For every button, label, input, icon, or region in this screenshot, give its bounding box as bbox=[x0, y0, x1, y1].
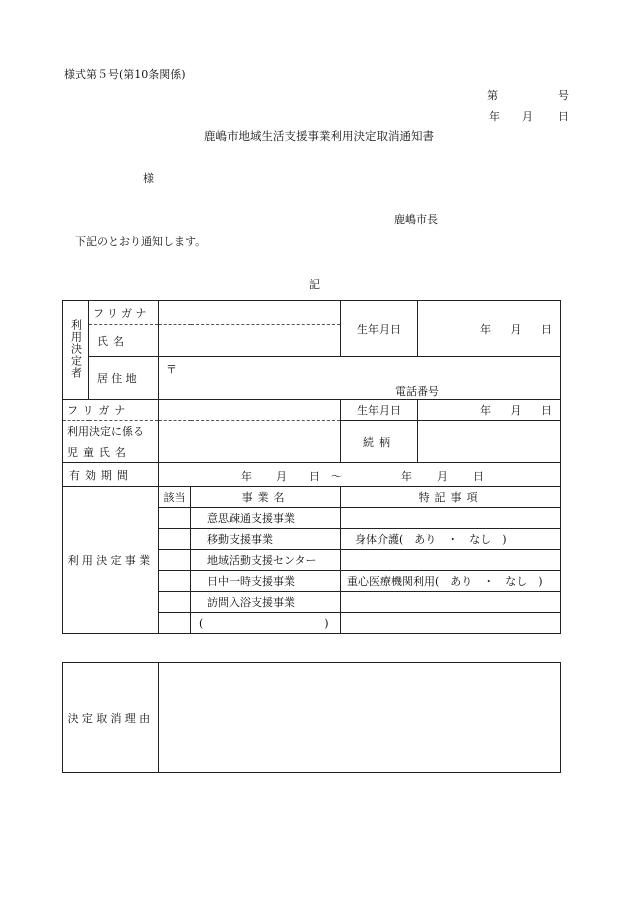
child-label-line2: 児童氏名 bbox=[63, 442, 159, 463]
service-check-3[interactable] bbox=[159, 550, 191, 571]
child-dob-label: 生年月日 bbox=[341, 400, 418, 421]
relation-value[interactable] bbox=[418, 421, 561, 463]
document-title: 鹿嶋市地域生活支援事業利用決定取消通知書 bbox=[204, 129, 434, 143]
child-name-value[interactable] bbox=[159, 421, 341, 463]
service-name-3: 地域活動支援センター bbox=[191, 550, 341, 571]
service-note-2[interactable]: 身体介護( あり ・ なし ) bbox=[341, 529, 561, 550]
child-dob-year-label: 年 bbox=[480, 404, 491, 417]
service-check-1[interactable] bbox=[159, 508, 191, 529]
user-name-value[interactable] bbox=[159, 325, 341, 357]
doc-number-suffix: 号 bbox=[558, 89, 569, 102]
col-notes-header: 特記事項 bbox=[341, 487, 561, 508]
issue-day-label: 日 bbox=[558, 110, 569, 123]
col-service-header: 事業名 bbox=[191, 487, 341, 508]
form-number: 様式第５号(第10条関係) bbox=[64, 68, 186, 81]
child-label-line1: 利用決定に係る bbox=[63, 421, 159, 442]
reason-table bbox=[62, 662, 561, 773]
main-form-table bbox=[62, 300, 561, 634]
user-group-label: 利用決定者 bbox=[63, 301, 89, 400]
service-name-5: 訪問入浴支援事業 bbox=[191, 592, 341, 613]
child-furigana-label: フリガナ bbox=[63, 400, 159, 421]
issuer-name: 鹿嶋市長 bbox=[394, 213, 438, 226]
name-label: 氏名 bbox=[89, 325, 159, 357]
period-label: 有効期間 bbox=[63, 463, 159, 487]
child-dob-month-label: 月 bbox=[510, 404, 522, 417]
service-note-1[interactable] bbox=[341, 508, 561, 529]
service-name-6[interactable]: ( ) bbox=[191, 613, 341, 634]
period-tilde: ～ bbox=[331, 469, 342, 483]
dob-year-label: 年 bbox=[480, 322, 491, 336]
period-start-year: 年 bbox=[241, 469, 252, 483]
dob-day-label: 日 bbox=[541, 322, 552, 336]
period-start-day: 日 bbox=[309, 469, 320, 483]
service-check-5[interactable] bbox=[159, 592, 191, 613]
services-group-label: 利用決定事業 bbox=[63, 487, 159, 634]
address-label: 居住地 bbox=[89, 357, 159, 400]
child-furigana-value[interactable] bbox=[159, 400, 341, 421]
issue-year-label: 年 bbox=[489, 110, 500, 123]
address-value[interactable] bbox=[159, 357, 561, 400]
furigana-label: フリガナ bbox=[89, 301, 159, 325]
issue-month-label: 月 bbox=[522, 110, 533, 123]
recipient-honorific: 様 bbox=[143, 172, 154, 185]
reason-value[interactable] bbox=[159, 663, 561, 773]
service-check-2[interactable] bbox=[159, 529, 191, 550]
service-check-6[interactable] bbox=[159, 613, 191, 634]
dob-month-label: 月 bbox=[510, 322, 522, 336]
service-name-4: 日中一時支援事業 bbox=[191, 571, 341, 592]
period-end-day: 日 bbox=[473, 469, 484, 483]
col-applicable-header: 該当 bbox=[159, 487, 191, 508]
dob-label: 生年月日 bbox=[341, 301, 418, 357]
service-name-2: 移動支援事業 bbox=[191, 529, 341, 550]
period-end-month: 月 bbox=[437, 469, 448, 483]
reason-label: 決定取消理由 bbox=[63, 663, 159, 773]
child-dob-day-label: 日 bbox=[541, 404, 552, 417]
phone-label: 電話番号 bbox=[395, 385, 439, 398]
intro-text: 下記のとおり通知します。 bbox=[75, 235, 207, 248]
period-start-month: 月 bbox=[276, 469, 287, 483]
service-note-6[interactable] bbox=[341, 613, 561, 634]
service-check-4[interactable] bbox=[159, 571, 191, 592]
ki-label: 記 bbox=[309, 278, 320, 291]
period-value[interactable] bbox=[159, 463, 561, 487]
child-dob-value[interactable] bbox=[418, 400, 561, 421]
service-note-5[interactable] bbox=[341, 592, 561, 613]
doc-number-prefix: 第 bbox=[487, 89, 498, 102]
period-end-year: 年 bbox=[401, 469, 412, 483]
user-furigana-value[interactable] bbox=[159, 301, 341, 325]
service-name-1: 意思疎通支援事業 bbox=[191, 508, 341, 529]
postal-mark: 〒 bbox=[166, 363, 177, 376]
user-dob-value[interactable] bbox=[418, 301, 561, 357]
service-note-4[interactable]: 重心医療機関利用( あり ・ なし ) bbox=[341, 571, 561, 592]
service-note-3[interactable] bbox=[341, 550, 561, 571]
relation-label: 続柄 bbox=[341, 421, 418, 463]
